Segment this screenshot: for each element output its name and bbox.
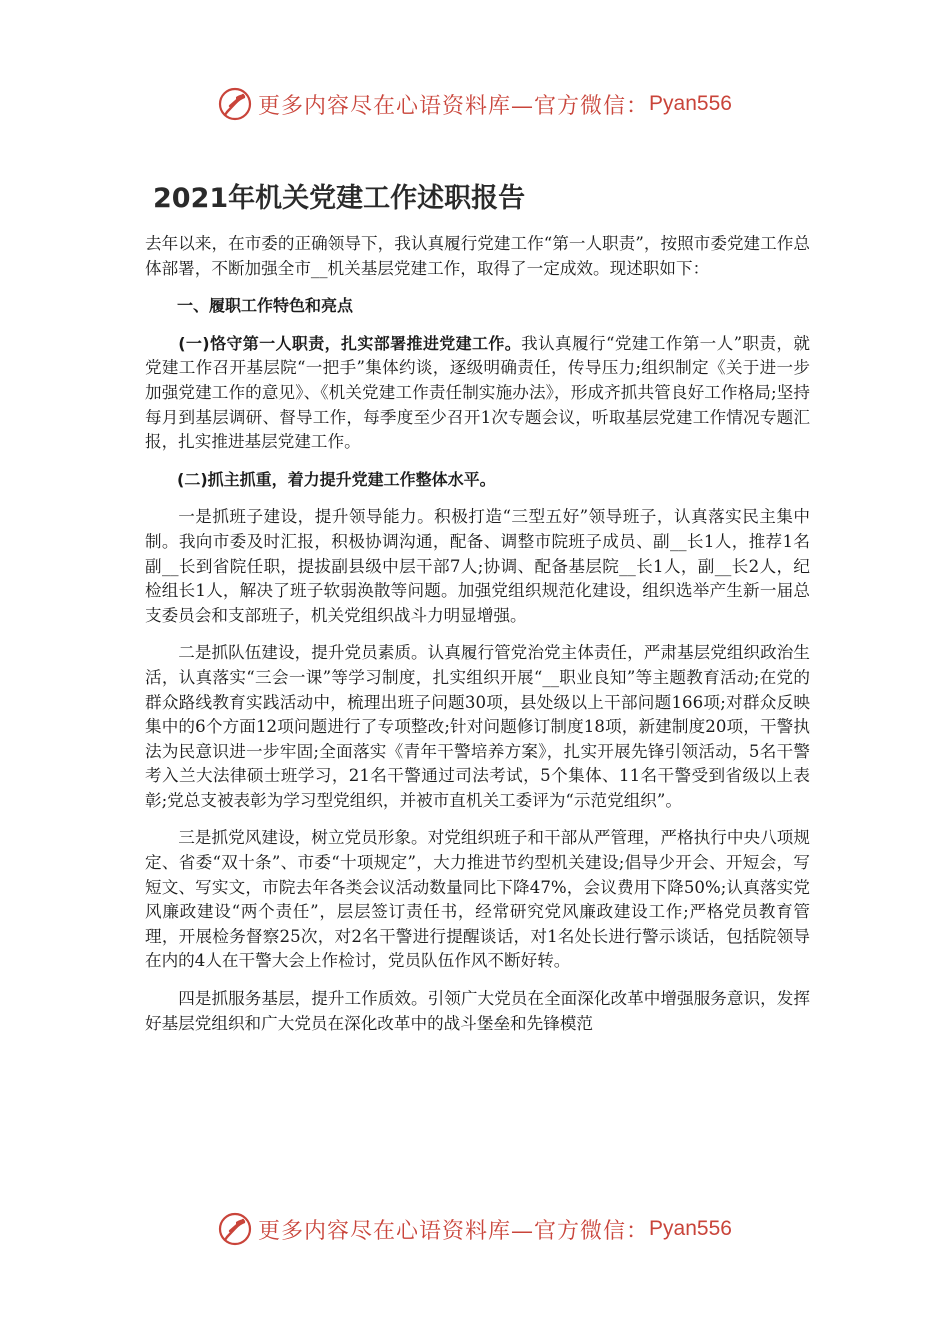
- paragraph-3: 三是抓党风建设，树立党员形象。对党组织班子和干部从严管理，严格执行中央八项规定、省委“双十条”、市委“十项规定”，大力推进节约型机关建设;倡导少开会、开短会，写短文、写实文，市院去年各类会议活动数量同比下降47%，会议费用下降50%;认真落实党风廉政建设“两个责任”，层层签订责任书，经常研究党风廉政建设工作;严格党员教育管理，开展检务督察25次，对2名干警进行提醒谈话，对1名处长进行警示谈话，包括院领导在内的4人在干警大会上作检讨，党员队伍作风不断好转。: [145, 828, 810, 971]
- intro-paragraph: 去年以来，在市委的正确领导下，我认真履行党建工作“第一人职责”，按照市委党建工作总体部署，不断加强全市__机关基层党建工作，取得了一定成效。现述职如下：: [145, 234, 810, 278]
- header-banner-id: Pyan556: [649, 92, 732, 115]
- sub1-heading: (一)恪守第一人职责，扎实部署推进党建工作。: [178, 333, 522, 353]
- footer-banner-text: 更多内容尽在心语资料库—官方微信：: [258, 1218, 650, 1244]
- footer-banner: [0, 1209, 950, 1249]
- document-title: 2021年机关党建工作述职报告: [153, 183, 526, 214]
- quill-logo-icon: [218, 1212, 252, 1246]
- sub1-paragraph: [145, 332, 810, 455]
- sub2-heading: (二)抓主抓重，着力提升党建工作整体水平。: [177, 469, 496, 489]
- paragraph-4: 四是抓服务基层，提升工作质效。引领广大党员在全面深化改革中增强服务意识，发挥好基层党组织和广大党员在深化改革中的战斗堡垒和先锋模范: [145, 989, 810, 1033]
- header-banner-text: 更多内容尽在心语资料库—官方微信：: [258, 93, 650, 119]
- sub1-body: 我认真履行“党建工作第一人”职责，就党建工作召开基层院“一把手”集体约谈，逐级明确责任，传导压力;组织制定《关于进一步加强党建工作的意见》、《机关党建工作责任制实施办法》，形成齐抓共管良好工作格局;坚持每月到基层调研、督导工作，每季度至少召开1次专题会议，听取基层党建工作情况专题汇报，扎实推进基层党建工作。: [145, 333, 810, 452]
- document-body: [145, 232, 810, 1049]
- quill-logo-icon: [218, 87, 252, 121]
- paragraph-2: 二是抓队伍建设，提升党员素质。认真履行管党治党主体责任，严肃基层党组织政治生活，认真落实“三会一课”等学习制度，扎实组织开展“__职业良知”等主题教育活动;在党的群众路线教育实践活动中，梳理出班子问题30项，县处级以上干部问题166项;对群众反映集中的6个方面12项问题进行了专项整改;针对问题修订制度18项，新建制度20项，干警执法为民意识进一步牢固;全面落实《青年干警培养方案》，扎实开展先锋引领活动，5名干警考入兰大法律硕士班学习，21名干警通过司法考试，5个集体、11名干警受到省级以上表彰;党总支被表彰为学习型党组织，并被市直机关工委评为“示范党组织”。: [145, 643, 810, 810]
- footer-banner-id: Pyan556: [649, 1217, 732, 1240]
- header-banner: [0, 84, 950, 124]
- section1-heading: 一、履职工作特色和亮点: [177, 296, 354, 316]
- paragraph-1: 一是抓班子建设，提升领导能力。积极打造“三型五好”领导班子，认真落实民主集中制。我向市委及时汇报，积极协调沟通，配备、调整市院班子成员、副__长1人，推荐1名副__长到省院任职，提拔副县级中层干部7人;协调、配备基层院__长1人，副__长2人，纪检组长1人，解决了班子软弱涣散等问题。加强党组织规范化建设，组织选举产生新一届总支委员会和支部班子，机关党组织战斗力明显增强。: [145, 507, 810, 625]
